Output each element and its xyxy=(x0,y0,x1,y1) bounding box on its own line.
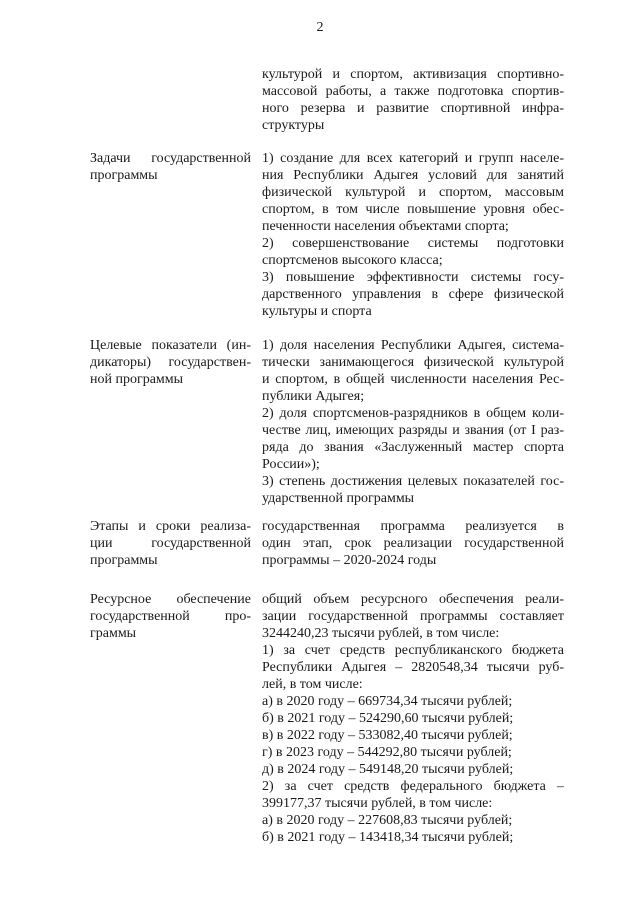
section-content-resources: 3244240,23 тысячи рублей, в том числе: xyxy=(262,626,500,641)
page-number: 2 xyxy=(316,20,324,35)
section-content-tasks: культуры и спорта xyxy=(262,304,372,319)
section-label-stages: Этапы и сроки реализа- xyxy=(90,519,251,534)
section-content-stages: один этап, срок реализации государственной xyxy=(262,536,564,551)
section-label-stages: программы xyxy=(90,553,158,568)
section-content-indicators: 1) доля населения Республики Адыгея, система- xyxy=(262,338,564,353)
section-content-tasks: печенности населения объектами спорта; xyxy=(262,219,509,234)
section-content-tasks: 1) создание для всех категорий и групп населе- xyxy=(262,151,564,166)
section-label-stages: ции государственной xyxy=(90,536,251,551)
section-content-tasks: ния Республики Адыгея условий для занятий xyxy=(262,168,564,183)
section-label-tasks: Задачи государственной xyxy=(90,151,251,166)
section-content-resources: б) в 2021 году – 143418,34 тысячи рублей; xyxy=(262,830,514,845)
section-content-indicators: 3) степень достижения целевых показателей гос- xyxy=(262,474,564,489)
section-label-tasks: программы xyxy=(90,168,158,183)
continuation-line: массовой работы, а также подготовка спортив- xyxy=(262,84,564,99)
continuation-line: структуры xyxy=(262,118,325,133)
section-content-tasks: 3) повышение эффективности системы госу- xyxy=(262,270,564,285)
section-content-resources: 399177,37 тысячи рублей, в том числе: xyxy=(262,796,493,811)
section-content-tasks: дарственного управления в сфере физической xyxy=(262,287,564,302)
section-content-resources: г) в 2023 году – 544292,80 тысячи рублей; xyxy=(262,745,512,760)
section-content-indicators: 2) доля спортсменов-разрядников в общем коли- xyxy=(262,406,564,421)
section-content-tasks: спортом, в том числе повышение уровня обес- xyxy=(262,202,564,217)
section-content-indicators: России»); xyxy=(262,457,320,472)
section-content-resources: 1) за счет средств республиканского бюджета xyxy=(262,643,564,658)
section-content-indicators: публики Адыгея; xyxy=(262,389,365,404)
section-content-resources: общий объем ресурсного обеспечения реали- xyxy=(262,592,564,607)
section-content-resources: а) в 2020 году – 227608,83 тысячи рублей; xyxy=(262,813,513,828)
section-content-indicators: и спортом, в общей численности населения Рес- xyxy=(262,372,564,387)
section-content-stages: программы – 2020-2024 годы xyxy=(262,553,437,568)
section-label-indicators: ной программы xyxy=(90,372,184,387)
section-content-indicators: честве лиц, имеющих разряды и звания (от I раз- xyxy=(262,423,564,438)
section-content-resources: лей, в том числе: xyxy=(262,677,363,692)
section-label-resources: граммы xyxy=(90,626,137,641)
section-content-tasks: спортсменов высокого класса; xyxy=(262,253,443,268)
section-content-resources: б) в 2021 году – 524290,60 тысячи рублей; xyxy=(262,711,514,726)
section-content-resources: в) в 2022 году – 533082,40 тысячи рублей; xyxy=(262,728,513,743)
section-content-resources: а) в 2020 году – 669734,34 тысячи рублей; xyxy=(262,694,513,709)
continuation-line: культурой и спортом, активизация спортивно- xyxy=(262,67,564,82)
section-content-resources: Республики Адыгея – 2820548,34 тысячи руб- xyxy=(262,660,564,675)
continuation-line: ного резерва и развитие спортивной инфра- xyxy=(262,101,564,116)
section-content-indicators: тически занимающегося физической культурой xyxy=(262,355,564,370)
section-content-tasks: 2) совершенствование системы подготовки xyxy=(262,236,564,251)
section-label-resources: Ресурсное обеспечение xyxy=(90,592,251,607)
section-content-resources: зации государственной программы составляет xyxy=(262,609,564,624)
section-label-indicators: Целевые показатели (ин- xyxy=(90,338,251,353)
section-content-tasks: физической культурой и спортом, массовым xyxy=(262,185,564,200)
section-content-indicators: ударственной программы xyxy=(262,491,415,506)
section-content-resources: 2) за счет средств федерального бюджета – xyxy=(262,779,564,794)
section-label-resources: государственной про- xyxy=(90,609,251,624)
section-content-resources: д) в 2024 году – 549148,20 тысячи рублей; xyxy=(262,762,514,777)
section-content-stages: государственная программа реализуется в xyxy=(262,519,564,534)
section-content-indicators: ряда до звания «Заслуженный мастер спорта xyxy=(262,440,564,455)
section-label-indicators: дикаторы) государствен- xyxy=(90,355,251,370)
